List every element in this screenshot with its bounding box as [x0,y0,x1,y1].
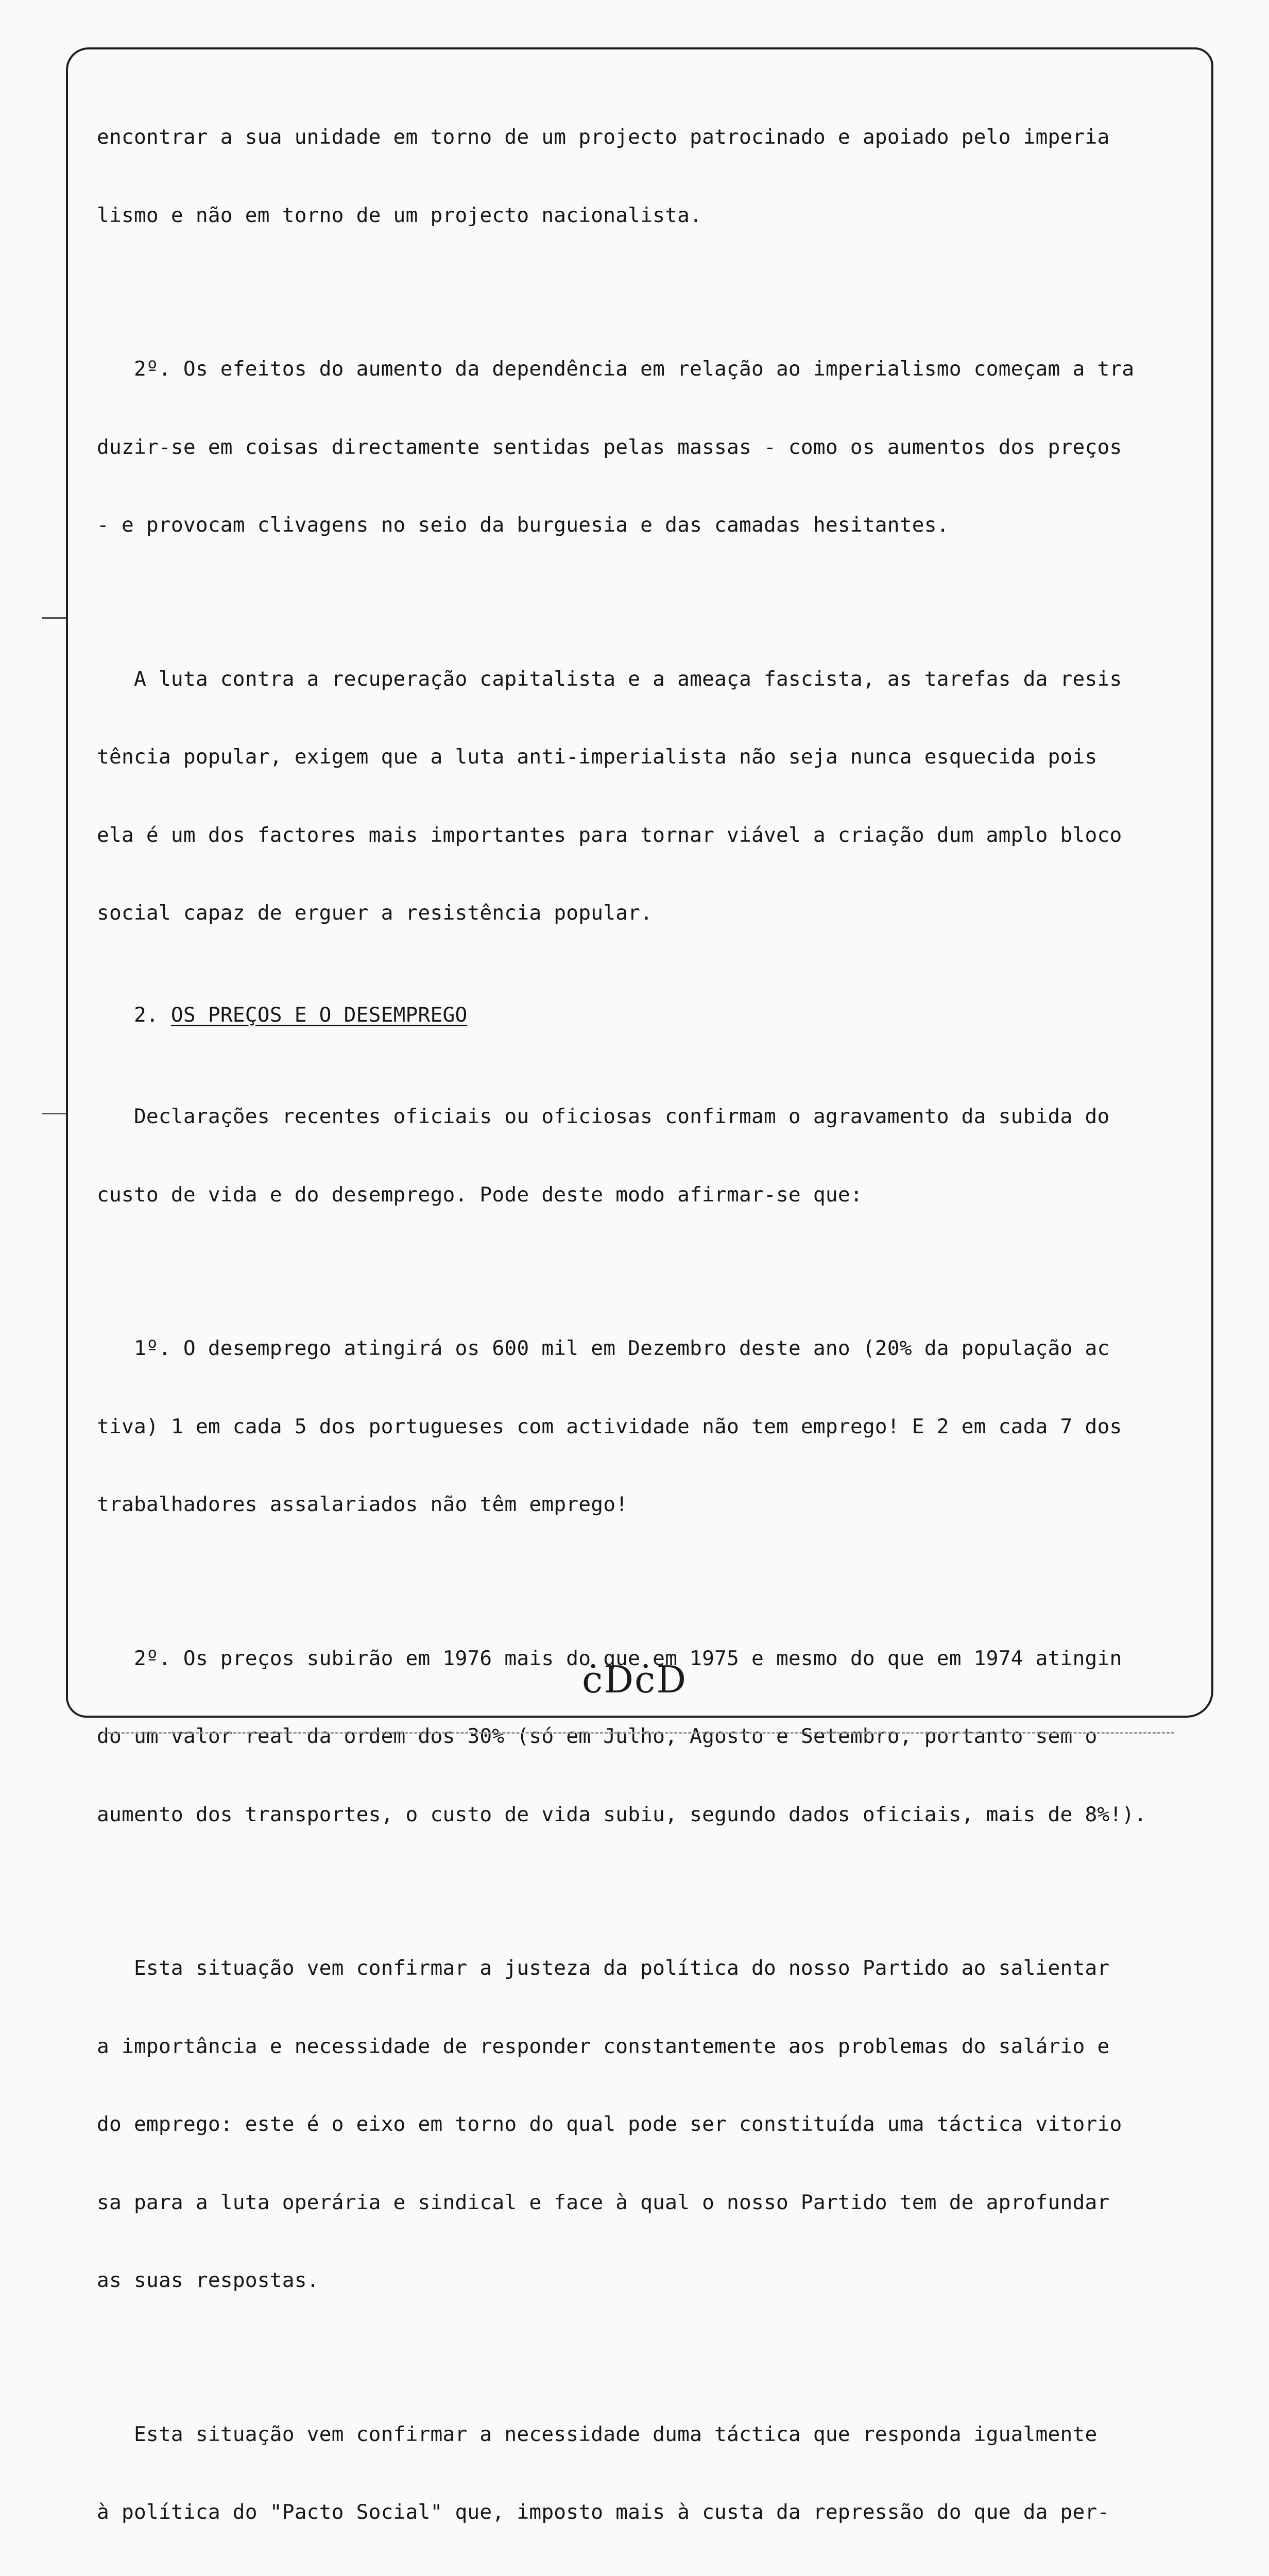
text-line: social capaz de erguer a resistência popular. [97,900,1204,926]
footer-stamp-mark: ċDċD [582,1658,687,1701]
paragraph-4 [97,1052,1204,1260]
text-line: tiva) 1 em cada 5 dos portugueses com actividade não tem emprego! E 2 em cada 7 dos [97,1414,1204,1440]
paragraph-5 [97,1283,1204,1570]
bottom-dashed-rule [103,1732,1174,1734]
margin-tick-mark [42,617,66,619]
text-line: Esta situação vem confirmar a necessidade duma táctica que responda igualmente [97,2421,1204,2448]
paragraph-3 [97,614,1204,978]
document-body [97,72,1204,2576]
text-line: 2º. Os efeitos do aumento da dependência em relação ao imperialismo começam a tra [97,356,1204,382]
text-line: aumento dos transportes, o custo de vida subiu, segundo dados oficiais, mais de 8%!). [97,1802,1204,1828]
text-line: Declarações recentes oficiais ou oficiosas confirmam o agravamento da subida do [97,1104,1204,1130]
section-heading-2 [97,1002,1204,1028]
text-line: A luta contra a recuperação capitalista e a ameaça fascista, as tarefas da resis [97,666,1204,692]
text-line: do um valor real da ordem dos 30% (só em Julho, Agosto e Setembro, portanto sem o [97,1723,1204,1750]
paragraph-1 [97,72,1204,280]
text-line: duzir-se em coisas directamente sentidas pelas massas - como os aumentos dos preços [97,434,1204,461]
text-line: tência popular, exigem que a luta anti-imperialista não seja nunca esquecida pois [97,744,1204,770]
text-line: à política do "Pacto Social" que, imposto mais à custa da repressão do que da per- [97,2499,1204,2526]
paragraph-2 [97,304,1204,590]
text-line: do emprego: este é o eixo em torno do qual pode ser constituída uma táctica vitorio [97,2111,1204,2138]
paragraph-8 [97,2369,1204,2576]
text-line: 1º. O desemprego atingirá os 600 mil em Dezembro deste ano (20% da população ac [97,1335,1204,1362]
text-line: Esta situação vem confirmar a justeza da política do nosso Partido ao salientar [97,1955,1204,1981]
text-line: lismo e não em torno de um projecto nacionalista. [97,202,1204,229]
paragraph-7 [97,1903,1204,2346]
text-line: 2º. Os preços subirão em 1976 mais do que em 1975 e mesmo do que em 1974 atingin [97,1646,1204,1672]
text-line: trabalhadores assalariados não têm emprego! [97,1492,1204,1518]
text-line: a importância e necessidade de responder constantemente aos problemas do salário e [97,2033,1204,2060]
text-line: as suas respostas. [97,2267,1204,2294]
paragraph-6 [97,1594,1204,1880]
section-number: 2. [134,1003,159,1027]
text-line: - e provocam clivagens no seio da burguesia e das camadas hesitantes. [97,512,1204,538]
text-line: ela é um dos factores mais importantes para tornar viável a criação dum amplo bloco [97,822,1204,849]
section-title: OS PREÇOS E O DESEMPREGO [171,1003,468,1027]
text-line: sa para a luta operária e sindical e face à qual o nosso Partido tem de aprofundar [97,2190,1204,2216]
text-line: custo de vida e do desemprego. Pode deste modo afirmar-se que: [97,1182,1204,1208]
margin-tick-mark [42,1113,66,1114]
text-line: encontrar a sua unidade em torno de um projecto patrocinado e apoiado pelo imperia [97,124,1204,150]
